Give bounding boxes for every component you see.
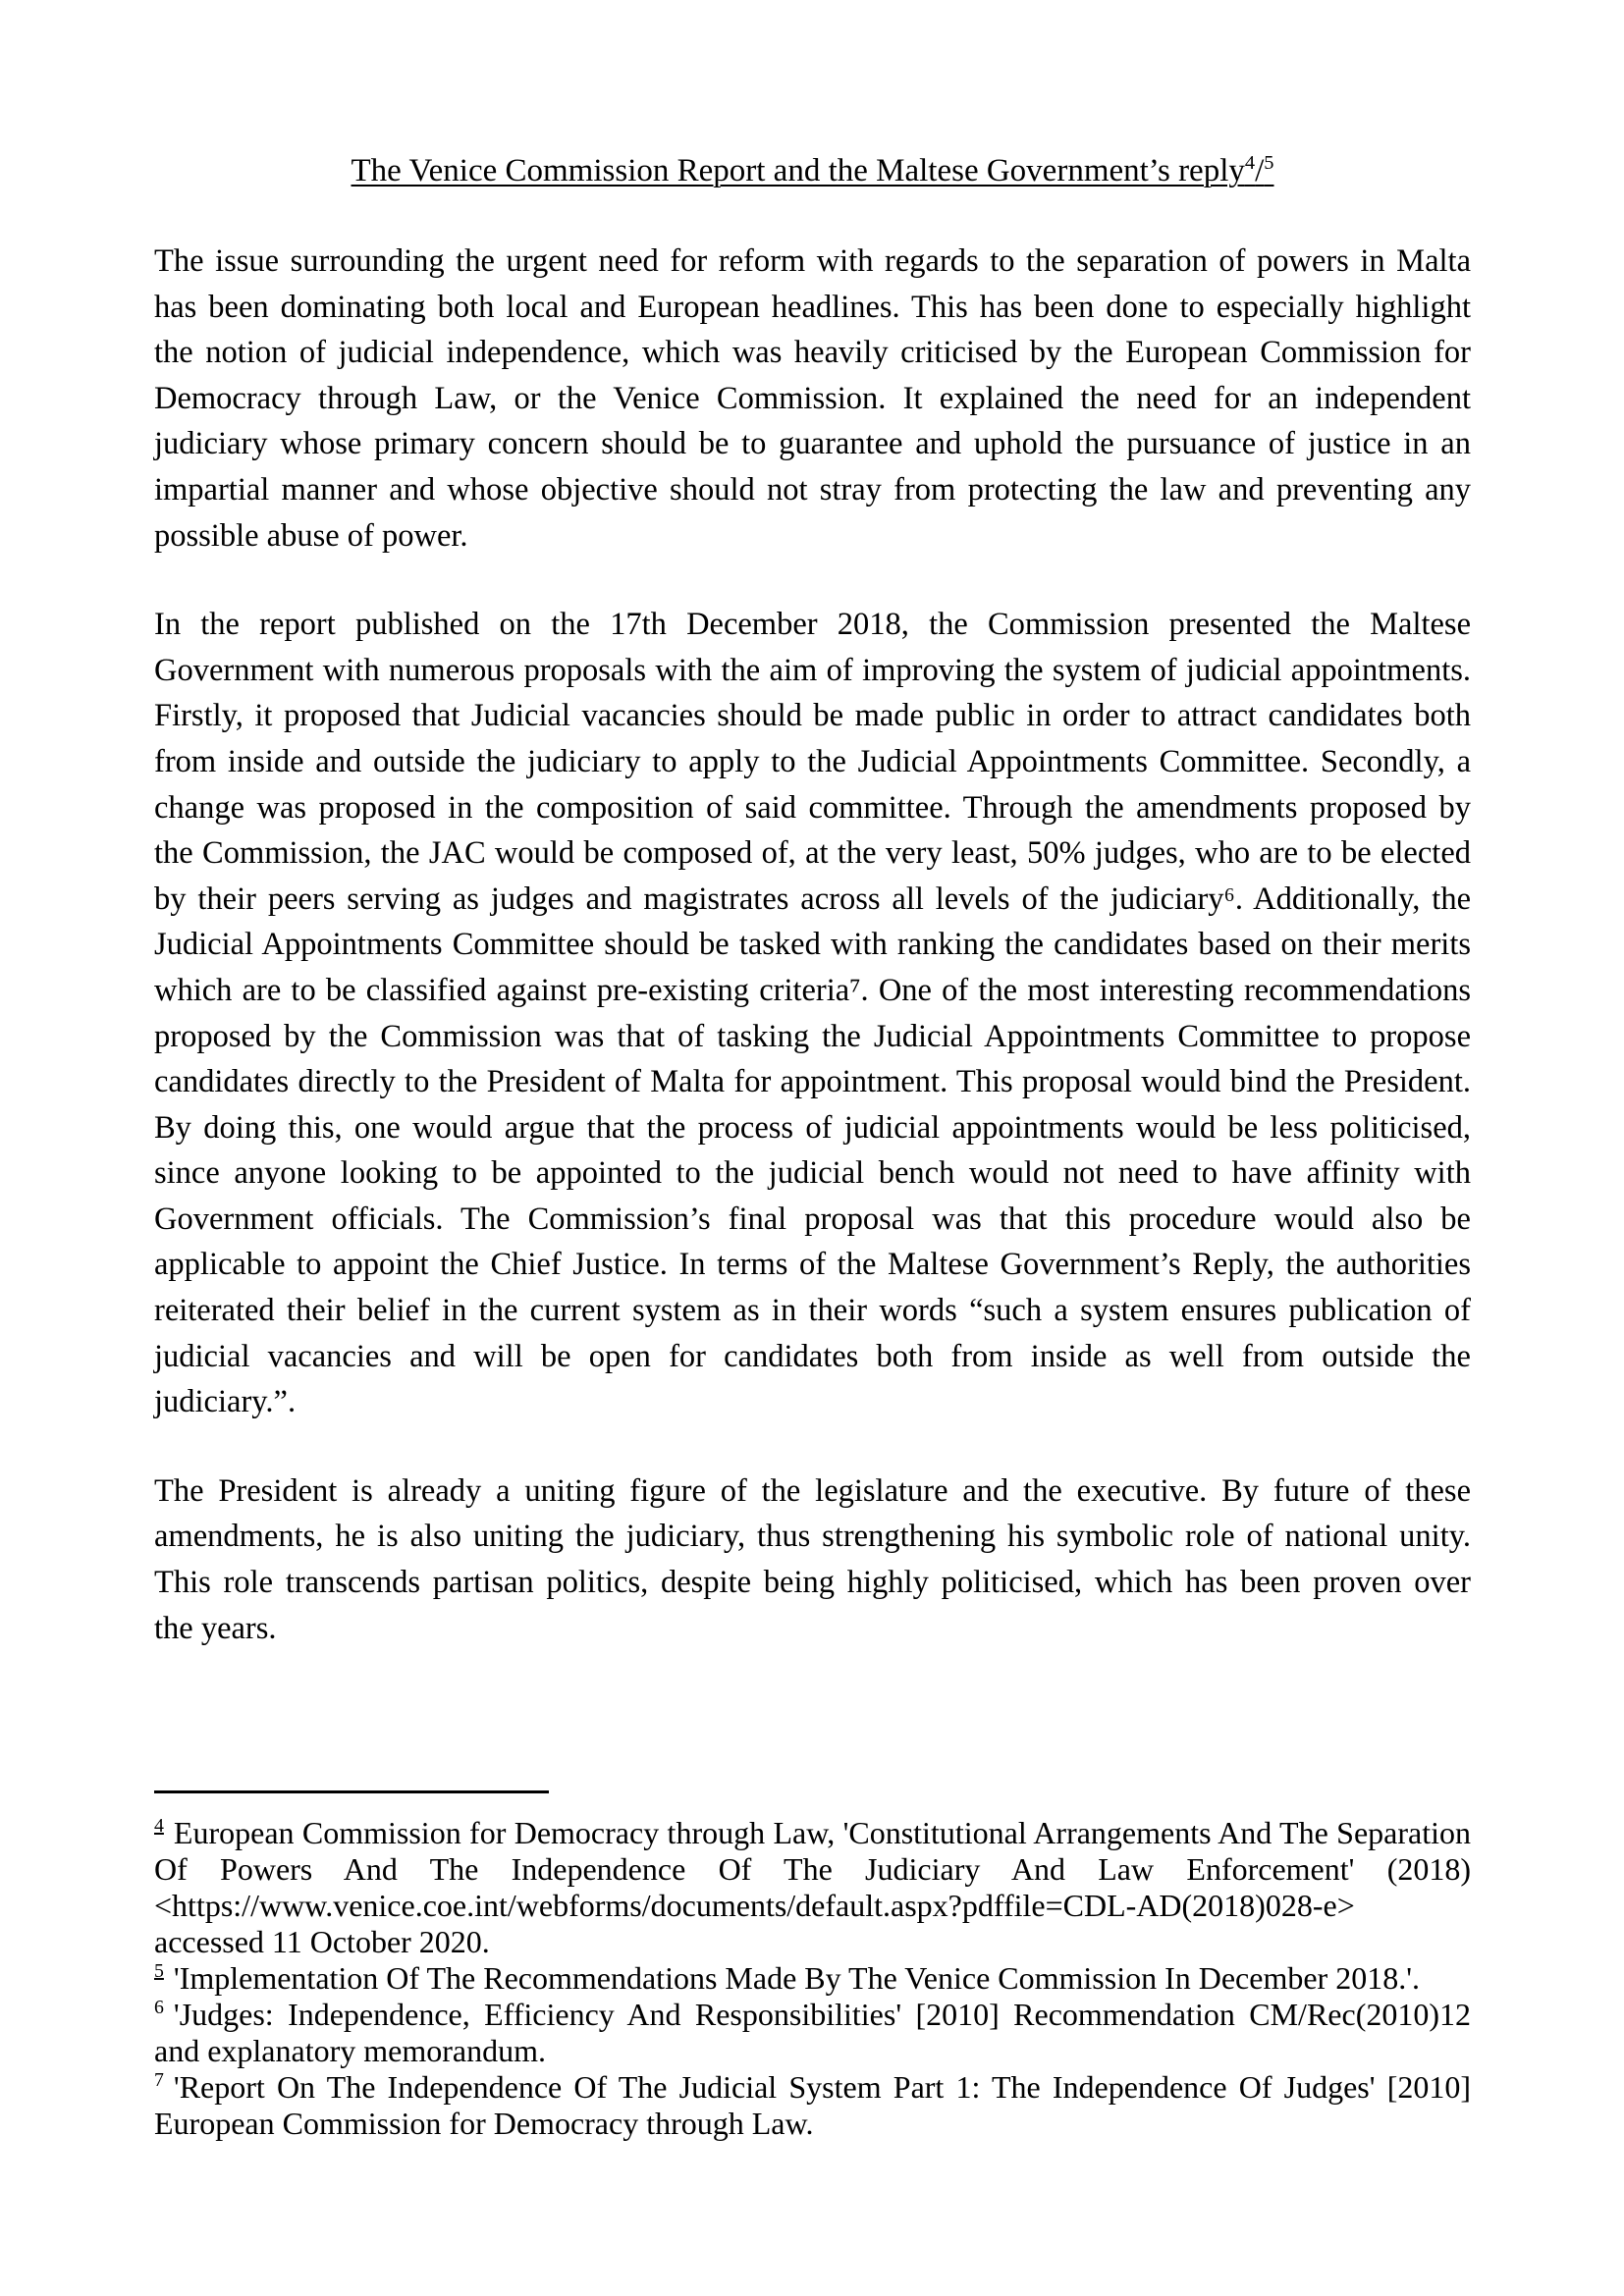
footnote-text-6: 'Judges: Independence, Efficiency And Responsibilities' [2010] Recommendation CM/Rec(2010)12 and explanatory memorandum. [154,1997,1471,2068]
text-line: impartial manner and whose objective should not stray from protecting the law and preventing any [154,471,1471,507]
text-line: which are to be classified against pre-existing criteria⁷. One of the most interesting recommendations [154,972,1471,1008]
text-line: Government with numerous proposals with the aim of improving the system of judicial appointments. [154,652,1471,688]
text-line: judiciary whose primary concern should be to guarantee and uphold the pursuance of justice in an [154,426,1471,462]
footnote-separator [154,1790,549,1793]
text-line: reiterated their belief in the current system as in their words “such a system ensures publication of [154,1293,1471,1329]
text-line: the Commission, the JAC would be composed of, at the very least, 50% judges, who are to be elected [154,835,1471,872]
text-line: In the report published on the 17th December 2018, the Commission presented the Maltese [154,607,1471,643]
text-line: Democracy through Law, or the Venice Commission. It explained the need for an independent [154,380,1471,416]
footnote-7 [154,2069,1471,2142]
document-title-underlined [352,153,1274,188]
text-line: By doing this, one would argue that the process of judicial appointments would be less politicised, [154,1109,1471,1146]
text-line: proposed by the Commission was that of tasking the Judicial Appointments Committee to propose [154,1018,1471,1054]
title-footnote-ref-4: 4 [1244,152,1256,174]
text-line: candidates directly to the President of Malta for appointment. This proposal would bind the President. [154,1064,1471,1100]
title-footnote-ref-5: 5 [1264,152,1274,174]
text-line: by their peers serving as judges and magistrates across all levels of the judiciary⁶. Additionally, the [154,881,1471,917]
footnote-marker-5: 5 [154,1960,164,1983]
text-line: possible abuse of power. [154,517,468,554]
text-line: the notion of judicial independence, which was heavily criticised by the European Commission for [154,335,1471,371]
text-line: change was proposed in the composition of said committee. Through the amendments proposed by [154,789,1471,826]
text-line: from inside and outside the judiciary to apply to the Judicial Appointments Committee. Secondly, a [154,743,1471,779]
footnote-text-5: 'Implementation Of The Recommendations Made By The Venice Commission In December 2018.'. [173,1960,1420,1996]
footnote-marker-7: 7 [154,2069,164,2092]
text-line: The President is already a uniting figure of the legislature and the executive. By future of these [154,1472,1471,1509]
footnote-5 [154,1960,1471,1997]
text-line: judiciary.”. [154,1384,297,1420]
text-line: Judicial Appointments Committee should be tasked with ranking the candidates based on their merits [154,927,1471,963]
footnote-text-7: 'Report On The Independence Of The Judicial System Part 1: The Independence Of Judges' [2010] European Commission for Democracy through Law. [154,2069,1471,2141]
text-line: Firstly, it proposed that Judicial vacancies should be made public in order to attract candidates both [154,698,1471,734]
paragraph-3 [154,1468,1471,1651]
text-line: applicable to appoint the Chief Justice. In terms of the Maltese Government’s Reply, the authorities [154,1247,1471,1283]
footnote-4 [154,1815,1471,1960]
footnote-marker-4: 4 [154,1815,164,1838]
text-line: the years. [154,1610,277,1646]
footnote-text-4: European Commission for Democracy through Law, 'Constitutional Arrangements And The Separation Of Powers And The Independence Of The Judiciary And Law Enforcement' (2018) <https://www.venice.coe.int/webforms/documents/default.aspx?pdffile=CDL-AD(2018)028-e> accessed 11 October 2020. [154,1815,1471,1959]
paragraph-2 [154,602,1471,1425]
title-slash: / [1255,153,1265,188]
text-line: This role transcends partisan politics, despite being highly politicised, which has been proven over [154,1565,1471,1601]
footnote-6 [154,1997,1471,2069]
title-text: The Venice Commission Report and the Maltese Government’s reply [351,153,1245,188]
paragraph-1 [154,239,1471,559]
text-line: Government officials. The Commission’s final proposal was that this procedure would also be [154,1201,1471,1237]
text-line: amendments, he is also uniting the judiciary, thus strengthening his symbolic role of national unity. [154,1519,1471,1555]
footnotes-section [154,1790,1471,2142]
text-line: The issue surrounding the urgent need for reform with regards to the separation of powers in Malta [154,243,1471,279]
document-title [154,148,1471,194]
footnote-marker-6: 6 [154,1997,164,2019]
document-body [154,239,1471,1694]
text-line: has been dominating both local and European headlines. This has been done to especially highlight [154,289,1471,325]
text-line: judicial vacancies and will be open for candidates both from inside as well from outside the [154,1338,1471,1374]
text-line: since anyone looking to be appointed to the judicial bench would not need to have affinity with [154,1155,1471,1192]
